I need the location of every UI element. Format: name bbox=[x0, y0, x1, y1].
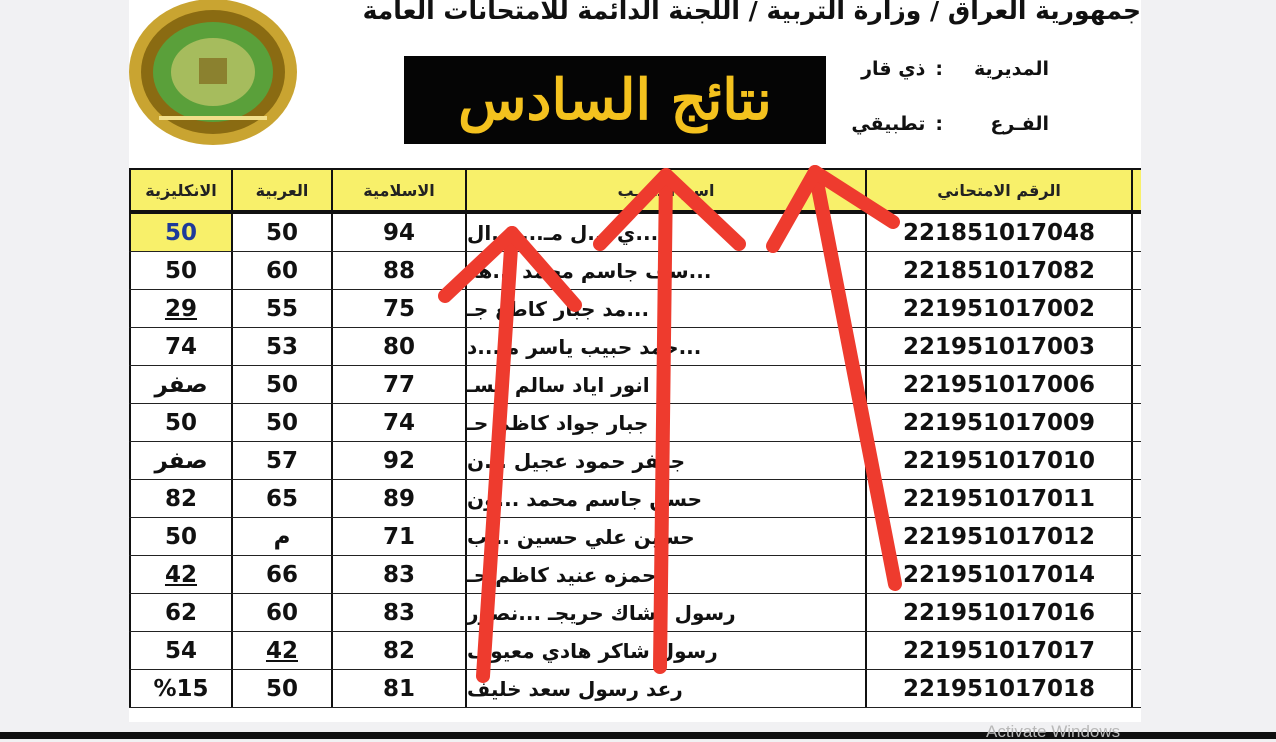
cell-english: 42 bbox=[129, 556, 233, 593]
cell-english: 62 bbox=[129, 594, 233, 631]
cell-arabic: 50 bbox=[233, 366, 333, 403]
cell-exam-number: 221951017009 bbox=[867, 404, 1133, 441]
cell-arabic: 50 bbox=[233, 214, 333, 251]
cell-exam-number: 221851017048 bbox=[867, 214, 1133, 251]
cell-islamic: 89 bbox=[333, 480, 467, 517]
header-name: اسم الـ...ـب bbox=[467, 170, 867, 210]
branch-label: الفـرع bbox=[990, 113, 1049, 135]
ministry-seal-icon bbox=[129, 0, 297, 145]
cell-exam-number: 221851017082 bbox=[867, 252, 1133, 289]
header-exam-number: الرقم الامتحاني bbox=[867, 170, 1133, 210]
cell-edge bbox=[1133, 442, 1141, 479]
cell-english: %15 bbox=[129, 670, 233, 707]
cell-arabic: 60 bbox=[233, 594, 333, 631]
cell-name: رسول شاكر هادي معيوف bbox=[467, 632, 867, 669]
cell-exam-number: 221951017012 bbox=[867, 518, 1133, 555]
cell-islamic: 88 bbox=[333, 252, 467, 289]
cell-arabic: 42 bbox=[233, 632, 333, 669]
cell-exam-number: 221951017014 bbox=[867, 556, 1133, 593]
cell-edge bbox=[1133, 518, 1141, 555]
cell-edge bbox=[1133, 594, 1141, 631]
cell-islamic: 83 bbox=[333, 556, 467, 593]
cell-islamic: 94 bbox=[333, 214, 467, 251]
table-row bbox=[129, 518, 1141, 556]
cell-name: جبار جواد كاظم حـ bbox=[467, 404, 867, 441]
cell-exam-number: 221951017003 bbox=[867, 328, 1133, 365]
cell-exam-number: 221951017017 bbox=[867, 632, 1133, 669]
cell-edge bbox=[1133, 556, 1141, 593]
activate-windows-watermark: Activate Windows bbox=[986, 722, 1121, 741]
cell-english: 50 bbox=[129, 518, 233, 555]
cell-edge bbox=[1133, 632, 1141, 669]
cell-name: حمزه عنيد كاظم حـ bbox=[467, 556, 867, 593]
cell-edge bbox=[1133, 404, 1141, 441]
cell-edge bbox=[1133, 328, 1141, 365]
table-row bbox=[129, 328, 1141, 366]
table-row bbox=[129, 290, 1141, 328]
table-row bbox=[129, 214, 1141, 252]
branch-value: تطبيقي bbox=[851, 113, 926, 135]
cell-islamic: 80 bbox=[333, 328, 467, 365]
cell-name: ...حمد حبيب ياسر مـ...د bbox=[467, 328, 867, 365]
cell-islamic: 71 bbox=[333, 518, 467, 555]
header-islamic: الاسلامية bbox=[333, 170, 467, 210]
cell-arabic: 50 bbox=[233, 670, 333, 707]
branch-line bbox=[849, 113, 1049, 135]
cell-arabic: 66 bbox=[233, 556, 333, 593]
cell-english: 50 bbox=[129, 214, 233, 251]
cell-arabic: 55 bbox=[233, 290, 333, 327]
results-table bbox=[129, 212, 1141, 708]
table-row bbox=[129, 366, 1141, 404]
cell-name: حسين علي حسين ...ب bbox=[467, 518, 867, 555]
cell-arabic: 65 bbox=[233, 480, 333, 517]
document-header: جمهورية العراق / وزارة التربية / اللجنة الدائمة للامتحانات العامة bbox=[362, 0, 1141, 25]
cell-name: انور اياد سالم عسـ bbox=[467, 366, 867, 403]
cell-islamic: 74 bbox=[333, 404, 467, 441]
cell-arabic: م bbox=[233, 518, 333, 555]
table-row bbox=[129, 252, 1141, 290]
cell-edge bbox=[1133, 252, 1141, 289]
cell-islamic: 77 bbox=[333, 366, 467, 403]
table-row bbox=[129, 404, 1141, 442]
cell-name: رسول رشاك حريجـ ...نصور bbox=[467, 594, 867, 631]
cell-name: ...مد جبار كاطع جـ bbox=[467, 290, 867, 327]
cell-english: صفر bbox=[129, 366, 233, 403]
cell-exam-number: 221951017011 bbox=[867, 480, 1133, 517]
directorate-label: المديرية bbox=[974, 58, 1049, 80]
table-row bbox=[129, 480, 1141, 518]
results-document bbox=[129, 0, 1141, 722]
cell-english: 54 bbox=[129, 632, 233, 669]
cell-english: صفر bbox=[129, 442, 233, 479]
cell-english: 50 bbox=[129, 404, 233, 441]
cell-arabic: 53 bbox=[233, 328, 333, 365]
directorate-line bbox=[849, 58, 1049, 80]
cell-name: رعد رسول سعد خليف bbox=[467, 670, 867, 707]
cell-name: ...سف جاسم محمد ...هد bbox=[467, 252, 867, 289]
cell-name: ...ي ...ل مـ... ...ال bbox=[467, 214, 867, 251]
results-banner bbox=[404, 56, 826, 144]
cell-islamic: 82 bbox=[333, 632, 467, 669]
table-row bbox=[129, 594, 1141, 632]
cell-edge bbox=[1133, 670, 1141, 707]
cell-islamic: 81 bbox=[333, 670, 467, 707]
cell-islamic: 92 bbox=[333, 442, 467, 479]
header-english: الانكليزية bbox=[129, 170, 233, 210]
directorate-separator: : bbox=[935, 58, 943, 80]
table-row bbox=[129, 632, 1141, 670]
cell-exam-number: 221951017018 bbox=[867, 670, 1133, 707]
directorate-value: ذي قار bbox=[861, 58, 926, 80]
cell-english: 74 bbox=[129, 328, 233, 365]
cell-islamic: 83 bbox=[333, 594, 467, 631]
cell-edge bbox=[1133, 480, 1141, 517]
banner-title: نتائج السادس bbox=[458, 67, 772, 133]
header-edge bbox=[1133, 170, 1141, 210]
header-arabic: العربية bbox=[233, 170, 333, 210]
cell-exam-number: 221951017002 bbox=[867, 290, 1133, 327]
cell-arabic: 60 bbox=[233, 252, 333, 289]
branch-separator: : bbox=[935, 113, 943, 135]
cell-english: 82 bbox=[129, 480, 233, 517]
cell-exam-number: 221951017006 bbox=[867, 366, 1133, 403]
table-row bbox=[129, 670, 1141, 708]
table-row bbox=[129, 556, 1141, 594]
cell-english: 29 bbox=[129, 290, 233, 327]
cell-arabic: 50 bbox=[233, 404, 333, 441]
cell-islamic: 75 bbox=[333, 290, 467, 327]
cell-edge bbox=[1133, 214, 1141, 251]
cell-name: جعفر حمود عجيل ...ن bbox=[467, 442, 867, 479]
table-header-row bbox=[129, 168, 1141, 212]
cell-edge bbox=[1133, 366, 1141, 403]
cell-name: حسن جاسم محمد ...ون bbox=[467, 480, 867, 517]
cell-arabic: 57 bbox=[233, 442, 333, 479]
cell-english: 50 bbox=[129, 252, 233, 289]
table-row bbox=[129, 442, 1141, 480]
cell-exam-number: 221951017016 bbox=[867, 594, 1133, 631]
cell-edge bbox=[1133, 290, 1141, 327]
cell-exam-number: 221951017010 bbox=[867, 442, 1133, 479]
